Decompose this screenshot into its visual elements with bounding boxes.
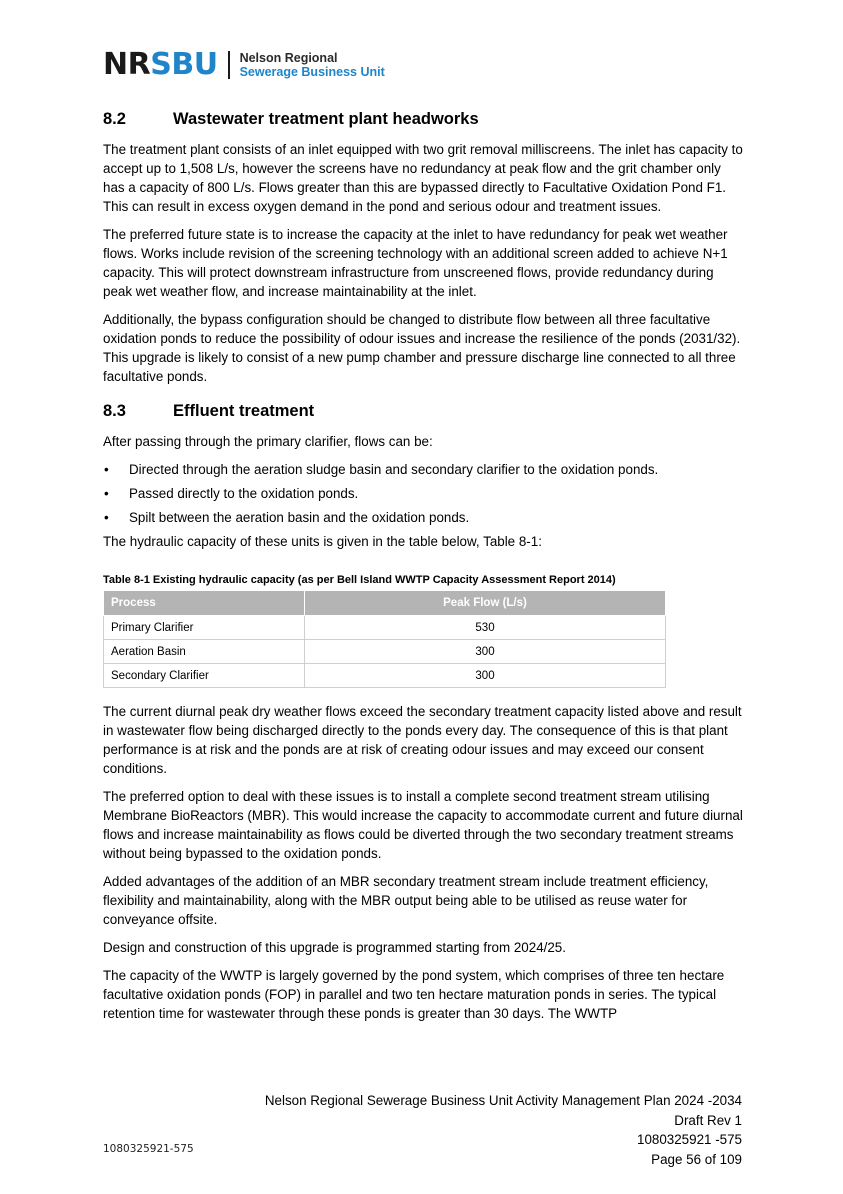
table-caption: Table 8-1 Existing hydraulic capacity (as per Bell Island WWTP Capacity Assessment Report 2014) [103, 574, 616, 586]
list-item-text: Passed directly to the oxidation ponds. [129, 486, 359, 501]
paragraph: The preferred future state is to increase the capacity at the inlet to have redundancy for peak wet weather flows. Works include revision of the screening technology with an additional screen added to achieve N+1 capacity. This will protect downstream infrastructure from unscreened flows, provide redundancy during peak wet weather flow, and increase maintainability at the inlet. [103, 227, 728, 299]
paragraph: The current diurnal peak dry weather flows exceed the secondary treatment capacity listed above and result in wastewater flow being discharged directly to the ponds every day. The consequence of this is that plant performance is at risk and the ponds are at risk of creating odour issues and may exceed our consent conditions. [103, 704, 742, 776]
logo-org-name [240, 51, 385, 79]
paragraph: The preferred option to deal with these issues is to install a complete second treatment stream utilising Membrane BioReactors (MBR). This would increase the capacity to accommodate current and future diurnal flows and increase maintainability as flows could be diverted through the two secondary treatment streams without being bypassed to the oxidation ponds. [103, 789, 743, 861]
logo-sbu: SBU [150, 47, 218, 82]
paragraph: The capacity of the WWTP is largely governed by the pond system, which comprises of three ten hectare facultative oxidation ponds (FOP) in parallel and two ten hectare maturation ponds in series. The typical retention time for wastewater through these ponds is greater than 30 days. The WWTP [103, 968, 725, 1021]
footer-page-number: Page 56 of 109 [651, 1151, 742, 1167]
main-content [103, 108, 743, 1032]
list-item [103, 484, 743, 503]
table-cell-peak-flow: 530 [305, 616, 666, 640]
table-row [104, 664, 666, 688]
logo-divider [228, 51, 230, 79]
table-row [104, 616, 666, 640]
paragraph: After passing through the primary clarifier, flows can be: [103, 434, 433, 449]
paragraph: The treatment plant consists of an inlet equipped with two grit removal milliscreens. The inlet has capacity to accept up to 1,508 L/s, however the screens have no redundancy at peak flow and the grit chamber only has a capacity of 800 L/s. Flows greater than this are bypassed directly to Facultative Oxidation Pond F1. This can result in excess oxygen demand in the pond and serious odour and treatment issues. [103, 142, 743, 214]
table-header-peak-flow: Peak Flow (L/s) [305, 591, 666, 616]
footer-left-id: 1080325921-575 [103, 1143, 194, 1155]
bullet-icon: • [104, 510, 109, 525]
table-header-row [104, 591, 666, 616]
table-cell-process: Primary Clarifier [104, 616, 305, 640]
list-item-text: Directed through the aeration sludge basin and secondary clarifier to the oxidation ponds. [129, 462, 659, 477]
table-row [104, 640, 666, 664]
paragraph: Added advantages of the addition of an MBR secondary treatment stream include treatment efficiency, flexibility and maintainability, along with the MBR output being able to be utilised as reuse water for conveyance offsite. [103, 874, 709, 927]
section-number: 8.3 [103, 402, 126, 420]
table-cell-peak-flow: 300 [305, 664, 666, 688]
footer-doc-id: 1080325921 -575 [637, 1132, 742, 1147]
bullet-icon: • [104, 486, 109, 501]
list-item [103, 508, 743, 527]
footer-revision: Draft Rev 1 [674, 1112, 742, 1128]
table-cell-peak-flow: 300 [305, 640, 666, 664]
bullet-icon: • [104, 462, 109, 477]
section-title: Effluent treatment [173, 402, 315, 420]
paragraph: Additionally, the bypass configuration should be changed to distribute flow between all three facultative oxidation ponds to reduce the possibility of odour issues and increase the resilience of the ponds (2031/32). This upgrade is likely to consist of a new pump chamber and pressure discharge line connected to all three facultative ponds. [103, 312, 741, 384]
paragraph: Design and construction of this upgrade is programmed starting from 2024/25. [103, 940, 566, 955]
paragraph: The hydraulic capacity of these units is given in the table below, Table 8-1: [103, 534, 542, 549]
list-item-text: Spilt between the aeration basin and the oxidation ponds. [129, 510, 470, 525]
section-title: Wastewater treatment plant headworks [173, 110, 479, 128]
logo-org-line1: Nelson Regional [239, 51, 338, 65]
bullet-list [103, 460, 743, 527]
logo-org-line2: Sewerage Business Unit [239, 65, 385, 79]
table-header-process: Process [104, 591, 305, 616]
hydraulic-capacity-table [103, 590, 666, 688]
logo-nr: NR [103, 47, 151, 82]
nrsbu-logo [103, 48, 385, 82]
section-number: 8.2 [103, 110, 126, 128]
list-item [103, 460, 743, 479]
footer-plan-title: Nelson Regional Sewerage Business Unit Activity Management Plan 2024 -2034 [264, 1093, 742, 1108]
table-cell-process: Aeration Basin [104, 640, 305, 664]
section-heading-8-3 [103, 400, 743, 422]
footer-document-info [265, 1091, 742, 1169]
table-cell-process: Secondary Clarifier [104, 664, 305, 688]
logo-wordmark [103, 48, 218, 82]
section-heading-8-2 [103, 108, 743, 130]
